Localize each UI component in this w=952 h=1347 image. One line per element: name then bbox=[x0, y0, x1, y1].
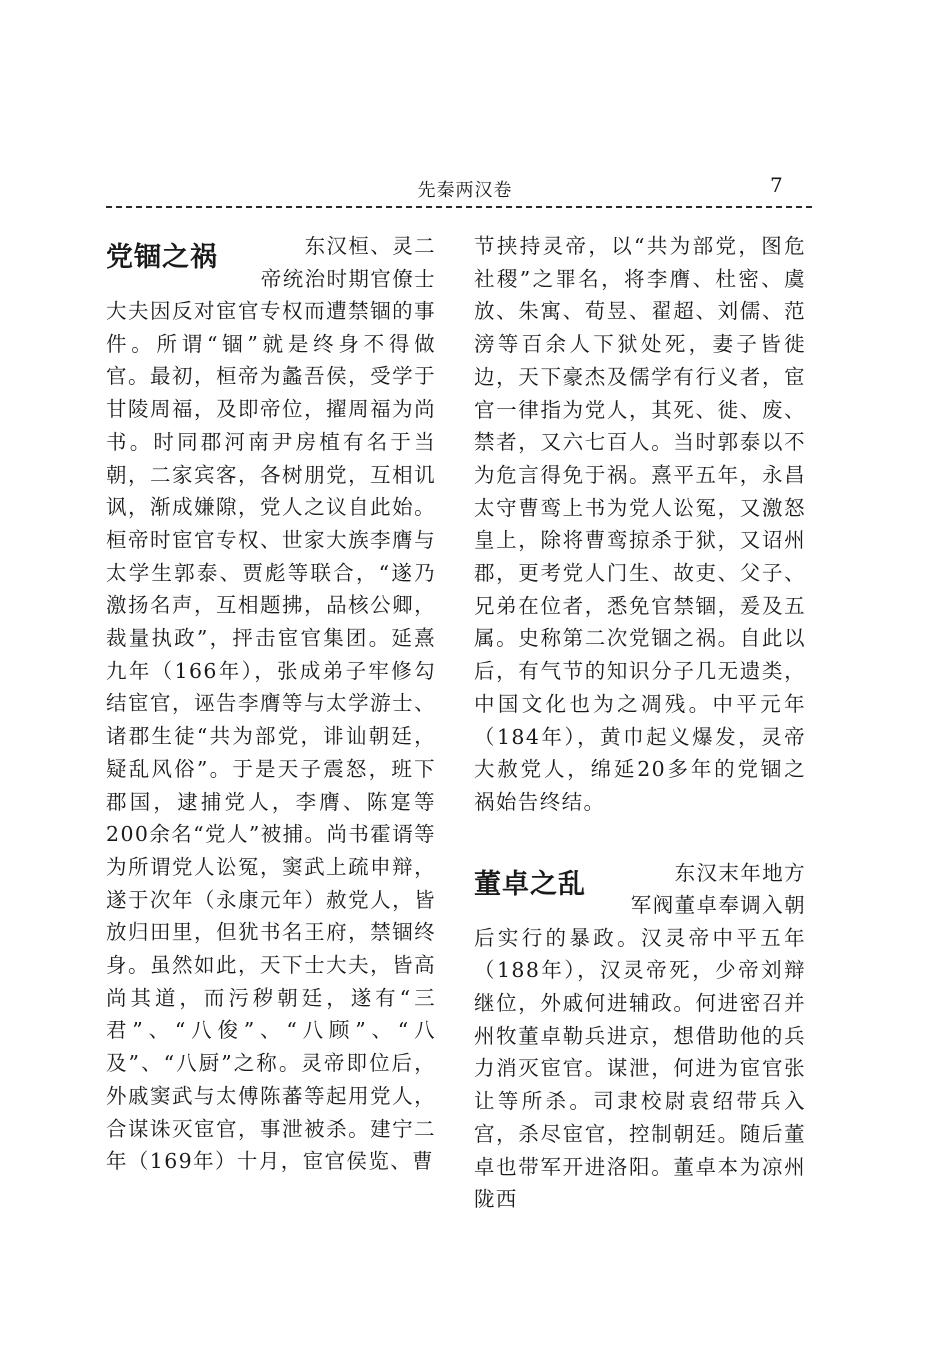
entry-lead-line: 东汉末年地方 bbox=[674, 860, 806, 885]
entry-title: 党锢之祸 bbox=[106, 242, 218, 273]
entry-lead-line: 军阀董卓奉调入朝 bbox=[630, 893, 806, 918]
entry bbox=[474, 857, 806, 1216]
running-header-title: 先秦两汉卷 bbox=[417, 180, 513, 201]
entry-body-text-continued: 节挟持灵帝，以“共为部党，图危社稷”之罪名，将李膺、杜密、虞放、朱寓、荀昱、翟超、刘儒、范滂等百余人下狱处死，妻子皆徙边，天下豪杰及儒学有行义者，宦官一律指为党人，其死、徙、废、禁者，又六七百人。当时郭泰以不为危言得免于祸。熹平五年，永昌太守曹鸾上书为党人讼冤，又激怒皇上，除将曹鸾掠杀于狱，又诏州郡，更考党人门生、故吏、父子、兄弟在位者，悉免官禁锢，爰及五属。史称第二次党锢之祸。自此以后，有气节的知识分子几无遗类，中国文化也为之凋残。中平元年（184年），黄巾起义爆发，灵帝大赦党人，绵延20多年的党锢之祸始告终结。 bbox=[474, 234, 806, 814]
entry-lead-line: 帝统治时期官僚士 bbox=[260, 266, 436, 291]
entry-lead bbox=[261, 230, 436, 295]
entry-heading-block bbox=[106, 230, 436, 295]
entry-body-text: 大夫因反对宦官专权而遭禁锢的事件。所谓“锢”就是终身不得做官。最初，桓帝为蠡吾侯，受学于甘陵周福，及即帝位，擢周福为尚书。时同郡河南尹房植有名于当朝，二家宾客，各树朋党，互相讥讽，渐成嫌隙，党人之议自此始。桓帝时宦官专权、世家大族李膺与太学生郭泰、贾彪等联合，“遂乃激扬名声，互相题拂，品核公卿，裁量执政”，抨击宦官集团。延熹九年（166年），张成弟子牢修勾结宦官，诬告李膺等与太学游士、诸郡生徒“共为部党，诽讪朝廷，疑乱风俗”。于是天子震怒，班下郡国，逮捕党人，李膺、陈寔等200余名“党人”被捕。尚书霍谞等为所谓党人讼冤，窦武上疏申辩，遂于次年（永康元年）赦党人，皆放归田里，但犹书名王府，禁锢终身。虽然如此，天下士大夫，皆高尚其道，而污秽朝廷，遂有“三君”、“八俊”、“八顾”、“八及”、“八厨”之称。灵帝即位后，外戚窦武与太傅陈蕃等起用党人，合谋诛灭宦官，事泄被杀。建宁二年（169年）十月，宦官侯览、曹 bbox=[106, 299, 436, 1174]
entry-lead-line: 东汉桓、灵二 bbox=[304, 234, 436, 258]
page-number: 7 bbox=[770, 173, 783, 197]
left-column bbox=[106, 230, 436, 1178]
entry-body-text: 后实行的暴政。汉灵帝中平五年（188年），汉灵帝死，少帝刘辩继位，外戚何进辅政。何进密召并州牧董卓勒兵进京，想借助他的兵力消灭宦官。谋泄，何进为宦官张让等所杀。司隶校尉袁绍带兵入宫，杀尽宦官，控制朝廷。随后董卓也带军开进洛阳。董卓本为凉州陇西 bbox=[474, 925, 806, 1212]
right-column bbox=[474, 230, 806, 1216]
entry-title: 董卓之乱 bbox=[474, 868, 586, 900]
header-rule bbox=[106, 206, 812, 208]
entry-heading-block bbox=[474, 857, 806, 922]
entry-lead bbox=[631, 857, 806, 922]
